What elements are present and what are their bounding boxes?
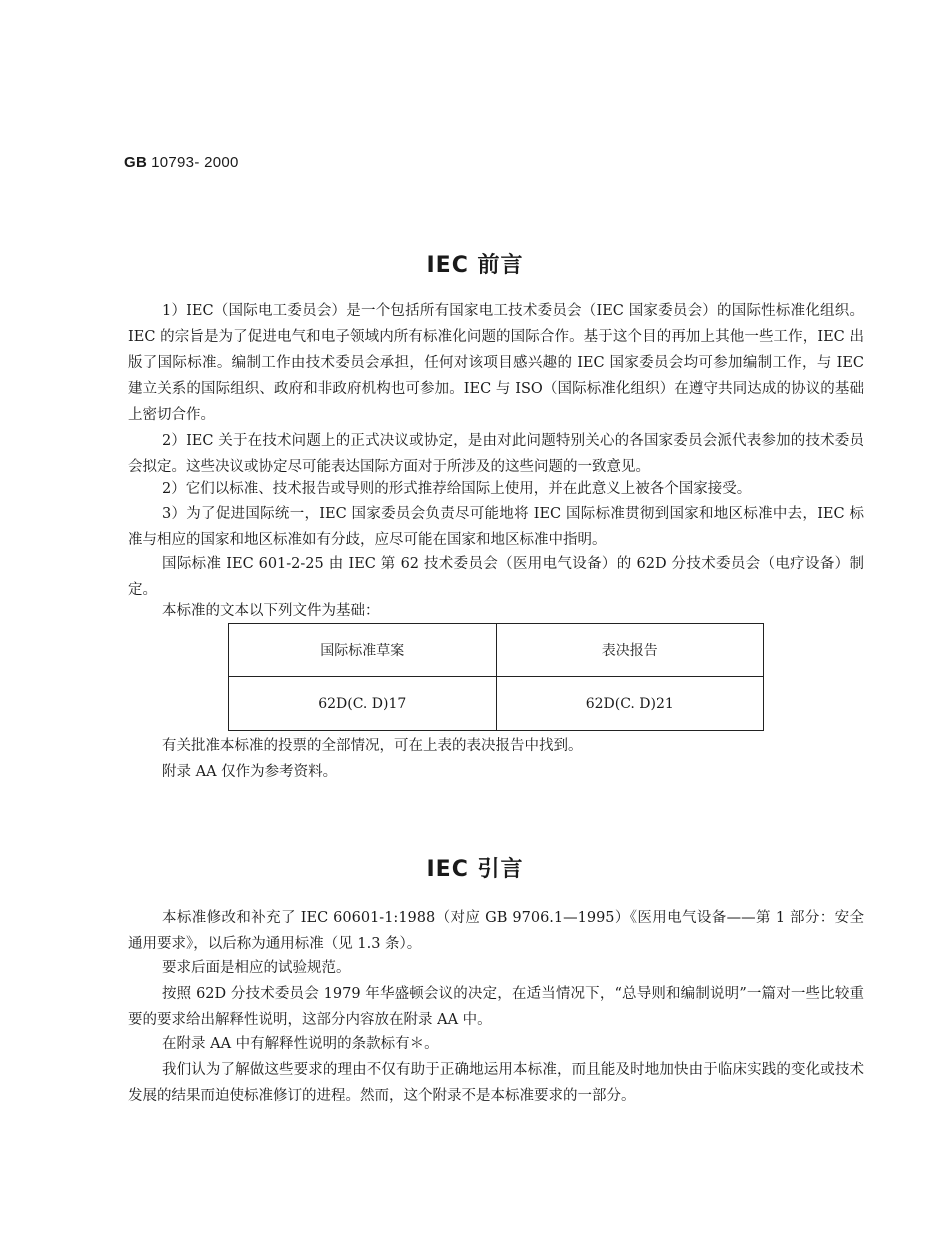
- introduction-title: IEC 引言: [426, 857, 524, 882]
- table-header-row: [229, 624, 764, 677]
- table-cell-draft: 62D(C. D)17: [229, 677, 497, 731]
- vote-info-line: 有关批准本标准的投票的全部情况，可在上表的表决报告中找到。: [162, 738, 583, 754]
- introduction-paragraph-2: 要求后面是相应的试验规范。: [162, 960, 351, 976]
- table-cell-vote-report: 62D(C. D)21: [496, 677, 764, 731]
- foreword-paragraph-5: 国际标准 IEC 601-2-25 由 IEC 第 62 技术委员会（医用电气设备）的 62D 分技术委员会（电疗设备）制定。: [128, 556, 864, 598]
- basis-line: 本标准的文本以下列文件为基础：: [162, 603, 380, 619]
- introduction-paragraph-3: 按照 62D 分技术委员会 1979 年华盛顿会议的决定，在适当情况下，“总导则和编制说明”一篇对一些比较重要的要求给出解释性说明，这部分内容放在附录 AA 中。: [128, 986, 864, 1028]
- reference-documents-table: [228, 623, 764, 731]
- table-header-draft: 国际标准草案: [229, 624, 497, 677]
- standard-code: 10793- 2000: [151, 154, 239, 171]
- introduction-paragraph-1: 本标准修改和补充了 IEC 60601-1:1988（对应 GB 9706.1—1995）《医用电气设备——第 1 部分：安全通用要求》，以后称为通用标准（见 1.3 条）。: [128, 910, 864, 952]
- foreword-paragraph-4: 3）为了促进国际统一，IEC 国家委员会负责尽可能地将 IEC 国际标准贯彻到国家和地区标准中去，IEC 标准与相应的国家和地区标准如有分歧，应尽可能在国家和地区标准中指明。: [128, 506, 864, 548]
- foreword-paragraph-1: 1）IEC（国际电工委员会）是一个包括所有国家电工技术委员会（IEC 国家委员会）的国际性标准化组织。IEC 的宗旨是为了促进电气和电子领域内所有标准化问题的国际合作。基于这个目的再加上其他一些工作，IEC 出版了国际标准。编制工作由技术委员会承担，任何对该项目感兴趣的 IEC 国家委员会均可参加编制工作，与 IEC 建立关系的国际组织、政府和非政府机构也可参加。IEC 与 ISO（国际标准化组织）在遵守共同达成的协议的基础上密切合作。: [128, 303, 864, 423]
- foreword-paragraph-3: 2）它们以标准、技术报告或导则的形式推荐给国际上使用，并在此意义上被各个国家接受。: [162, 481, 752, 497]
- table-row: [229, 677, 764, 731]
- standard-number: [124, 154, 239, 171]
- foreword-paragraph-2: 2）IEC 关于在技术问题上的正式决议或协定，是由对此问题特别关心的各国家委员会派代表参加的技术委员会拟定。这些决议或协定尽可能表达国际方面对于所涉及的这些问题的一致意见。: [128, 433, 864, 475]
- introduction-paragraph-4: 在附录 AA 中有解释性说明的条款标有＊。: [162, 1036, 439, 1052]
- foreword-title: IEC 前言: [426, 253, 524, 278]
- standard-prefix: GB: [124, 154, 148, 171]
- introduction-paragraph-5: 我们认为了解做这些要求的理由不仅有助于正确地运用本标准，而且能及时地加快由于临床实践的变化或技术发展的结果而迫使标准修订的进程。然而，这个附录不是本标准要求的一部分。: [128, 1062, 864, 1104]
- annex-info-line: 附录 AA 仅作为参考资料。: [162, 764, 338, 780]
- table-header-vote-report: 表决报告: [496, 624, 764, 677]
